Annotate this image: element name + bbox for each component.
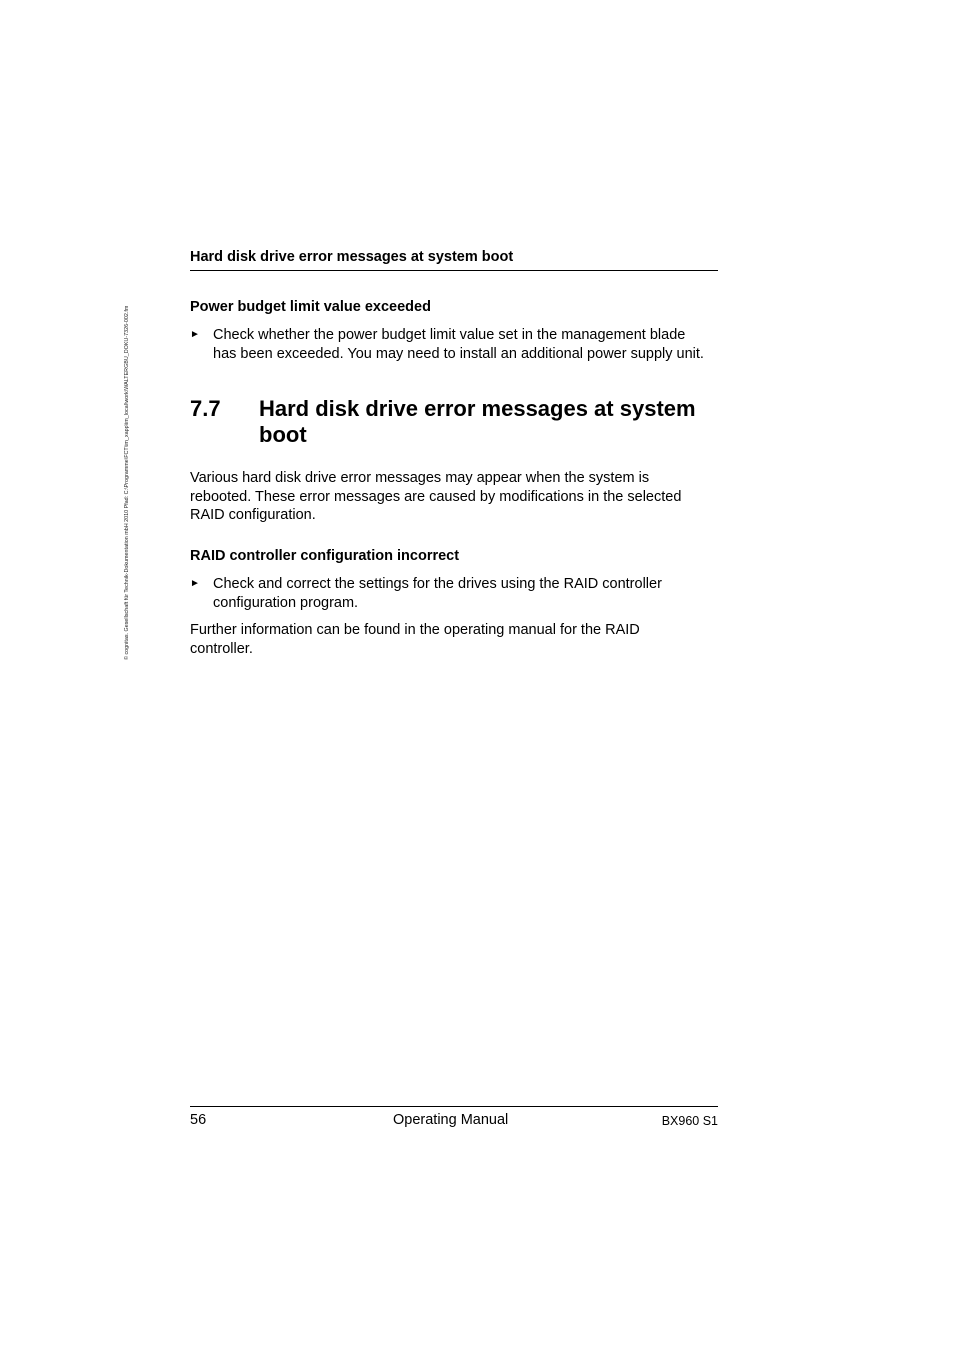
running-header xyxy=(190,247,718,271)
raid-heading: RAID controller configuration incorrect xyxy=(190,548,460,564)
bullet-arrow-icon: ► xyxy=(190,329,200,340)
raid-bullet-text xyxy=(213,575,730,612)
power-budget-bullet xyxy=(190,326,730,363)
side-margin-note-text: © cognitas. Gesellschaft für Technik-Dokumentation mbH 2010 Pfad: C:\Programme\FCT\im_xapp\im_local\work\WALTERGBU_DOKU-7326-002.fm xyxy=(124,305,130,660)
bullet-line: configuration program. xyxy=(213,594,359,611)
paragraph-line: Further information can be found in the operating manual for the RAID xyxy=(190,622,640,638)
power-budget-bullet-text xyxy=(213,326,730,363)
raid-bullet xyxy=(190,575,730,612)
power-budget-heading: Power budget limit value exceeded xyxy=(190,299,431,315)
product-name: BX960 S1 xyxy=(661,1114,718,1128)
section-number: 7.7 xyxy=(190,396,221,421)
bullet-line: Check whether the power budget limit value set in the management blade xyxy=(213,327,686,343)
section-heading: Hard disk drive error messages at system boot xyxy=(259,396,696,447)
page-number: 56 xyxy=(190,1112,207,1128)
paragraph-line: Various hard disk drive error messages may appear when the system is xyxy=(190,470,650,486)
bullet-line: Check and correct the settings for the drives using the RAID controller xyxy=(213,576,662,592)
paragraph-line: RAID configuration. xyxy=(190,507,316,523)
section-title xyxy=(190,396,730,448)
bullet-line: has been exceeded. You may need to install an additional power supply unit. xyxy=(213,345,704,362)
bullet-arrow-icon: ► xyxy=(190,578,200,589)
further-info-paragraph xyxy=(190,621,730,658)
side-margin-note xyxy=(122,240,134,660)
manual-title: Operating Manual xyxy=(393,1112,509,1128)
paragraph-line: rebooted. These error messages are caused by modifications in the selected xyxy=(190,488,682,505)
running-header-text: Hard disk drive error messages at system boot xyxy=(190,249,514,265)
page-footer xyxy=(190,1106,718,1133)
section-intro-paragraph xyxy=(190,469,730,525)
paragraph-line: controller. xyxy=(190,640,253,657)
